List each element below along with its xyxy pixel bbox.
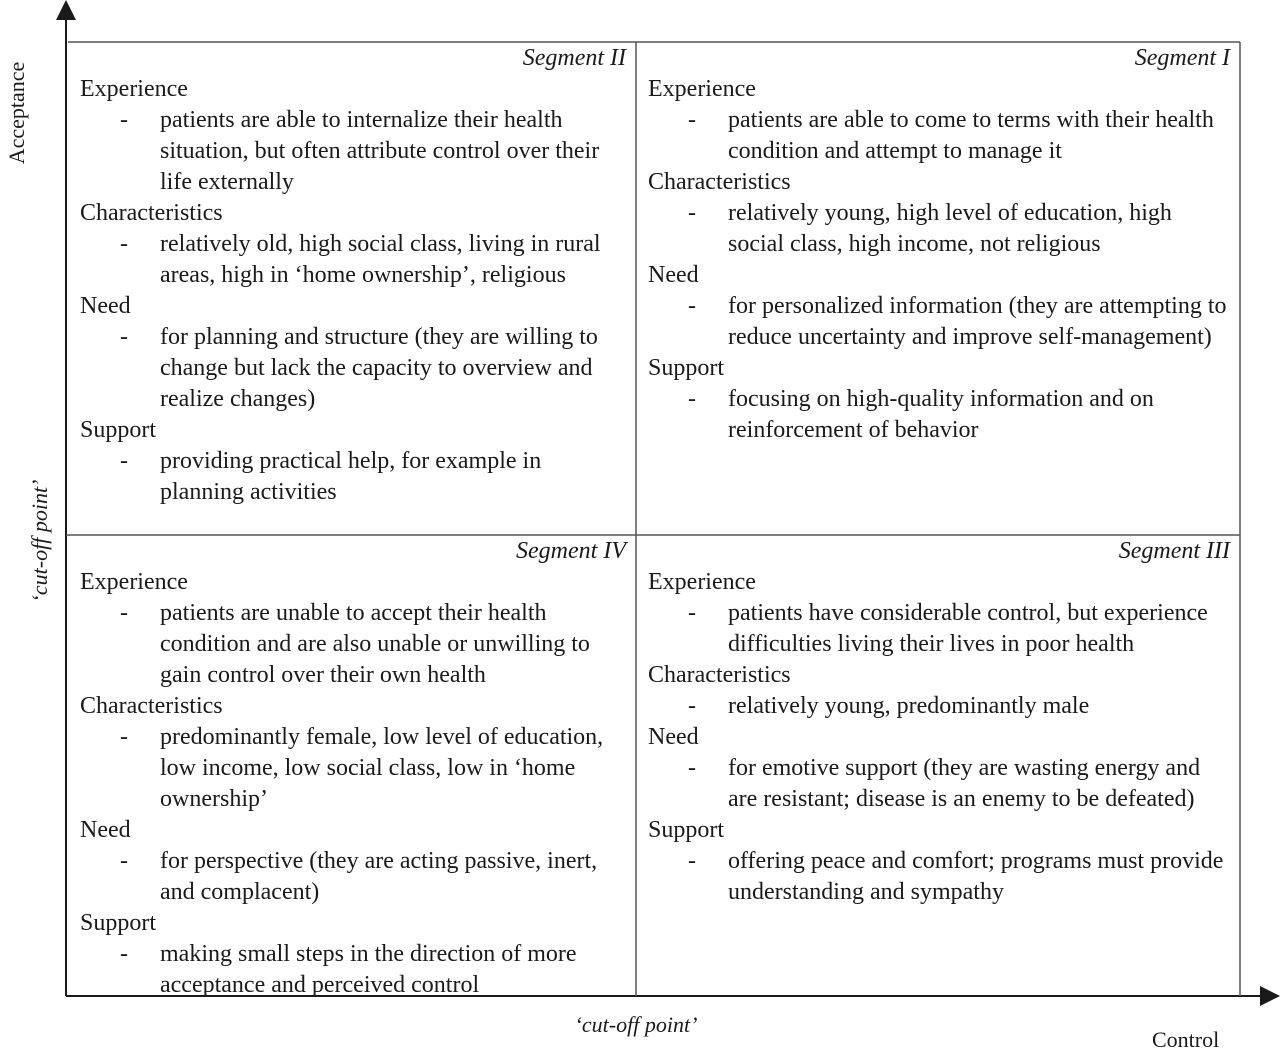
bullet-dash: - bbox=[120, 324, 128, 350]
section-heading-characteristics: Characteristics bbox=[648, 662, 791, 688]
bullet-dash: - bbox=[120, 600, 128, 626]
bullet-item bbox=[648, 598, 1230, 660]
section-heading-need: Need bbox=[80, 817, 131, 843]
bullet-dash: - bbox=[688, 386, 696, 412]
section-heading-characteristics: Characteristics bbox=[80, 693, 223, 719]
bullet-text: patients have considerable control, but experience difficulties living their lives in poor health bbox=[728, 600, 1208, 657]
bullet-dash: - bbox=[688, 848, 696, 874]
bullet-item bbox=[80, 105, 626, 198]
segment-title: Segment II bbox=[522, 45, 626, 71]
bullet-text: predominantly female, low level of education, low income, low social class, low in ‘home ownership’ bbox=[160, 724, 604, 812]
bullet-dash: - bbox=[688, 600, 696, 626]
bullet-item bbox=[80, 939, 626, 1001]
bullet-item bbox=[648, 846, 1230, 908]
segment-title: Segment III bbox=[1118, 538, 1230, 564]
bullet-dash: - bbox=[120, 231, 128, 257]
bullet-dash: - bbox=[120, 848, 128, 874]
bullet-dash: - bbox=[688, 755, 696, 781]
section-heading-experience: Experience bbox=[80, 569, 188, 595]
bullet-dash: - bbox=[688, 200, 696, 226]
x-axis-label: Control bbox=[1152, 1027, 1220, 1052]
segment-iii-quadrant bbox=[636, 535, 1240, 996]
section-heading-experience: Experience bbox=[80, 76, 188, 102]
bullet-item bbox=[648, 105, 1230, 167]
bullet-text: for planning and structure (they are willing to change but lack the capacity to overview and realize changes) bbox=[160, 324, 598, 412]
section-heading-experience: Experience bbox=[648, 76, 756, 102]
bullet-item bbox=[648, 291, 1230, 353]
bullet-dash: - bbox=[688, 107, 696, 133]
bullet-dash: - bbox=[688, 693, 696, 719]
section-heading-characteristics: Characteristics bbox=[80, 200, 223, 226]
segment-ii-quadrant bbox=[68, 42, 636, 535]
bullet-dash: - bbox=[120, 107, 128, 133]
section-heading-need: Need bbox=[80, 293, 131, 319]
segment-iv-quadrant bbox=[68, 535, 636, 996]
x-cutoff-label: ‘cut-off point’ bbox=[574, 1012, 698, 1037]
bullet-item bbox=[80, 446, 626, 508]
bullet-dash: - bbox=[120, 941, 128, 967]
bullet-text: relatively old, high social class, living in rural areas, high in ‘home ownership’, religious bbox=[160, 231, 601, 288]
bullet-item bbox=[80, 322, 626, 415]
bullet-text: making small steps in the direction of more acceptance and perceived control bbox=[160, 941, 577, 998]
bullet-dash: - bbox=[688, 293, 696, 319]
bullet-dash: - bbox=[120, 724, 128, 750]
y-axis-label: Acceptance bbox=[4, 61, 29, 165]
section-heading-support: Support bbox=[648, 817, 725, 843]
bullet-item bbox=[80, 846, 626, 908]
bullet-text: focusing on high-quality information and on reinforcement of behavior bbox=[728, 386, 1154, 443]
bullet-text: patients are unable to accept their health condition and are also unable or unwilling to gain control over their own health bbox=[160, 600, 590, 688]
section-heading-need: Need bbox=[648, 724, 699, 750]
bullet-item bbox=[80, 598, 626, 691]
bullet-text: relatively young, high level of education, high social class, high income, not religious bbox=[728, 200, 1172, 257]
bullet-text: for personalized information (they are attempting to reduce uncertainty and improve self-management) bbox=[728, 293, 1227, 350]
segment-i-quadrant bbox=[636, 42, 1240, 535]
section-heading-support: Support bbox=[80, 417, 157, 443]
segment-title: Segment IV bbox=[516, 538, 626, 564]
bullet-text: relatively young, predominantly male bbox=[728, 693, 1090, 719]
bullet-text: for perspective (they are acting passive, inert, and complacent) bbox=[160, 848, 598, 905]
bullet-item bbox=[80, 229, 626, 291]
section-heading-characteristics: Characteristics bbox=[648, 169, 791, 195]
section-heading-experience: Experience bbox=[648, 569, 756, 595]
bullet-item bbox=[648, 384, 1230, 446]
bullet-item bbox=[648, 198, 1230, 260]
section-heading-support: Support bbox=[80, 910, 157, 936]
bullet-dash: - bbox=[120, 448, 128, 474]
segment-title: Segment I bbox=[1134, 45, 1230, 71]
section-heading-support: Support bbox=[648, 355, 725, 381]
bullet-text: offering peace and comfort; programs must provide understanding and sympathy bbox=[728, 848, 1224, 905]
bullet-text: patients are able to internalize their health situation, but often attribute control over their life externally bbox=[160, 107, 600, 195]
section-heading-need: Need bbox=[648, 262, 699, 288]
bullet-text: providing practical help, for example in planning activities bbox=[160, 448, 542, 505]
bullet-text: for emotive support (they are wasting energy and are resistant; disease is an enemy to be defeated) bbox=[728, 755, 1201, 812]
bullet-text: patients are able to come to terms with their health condition and attempt to manage it bbox=[728, 107, 1214, 164]
bullet-item bbox=[80, 722, 626, 815]
bullet-item bbox=[648, 691, 1230, 722]
bullet-item bbox=[648, 753, 1230, 815]
y-cutoff-label: ‘cut-off point’ bbox=[27, 479, 52, 603]
